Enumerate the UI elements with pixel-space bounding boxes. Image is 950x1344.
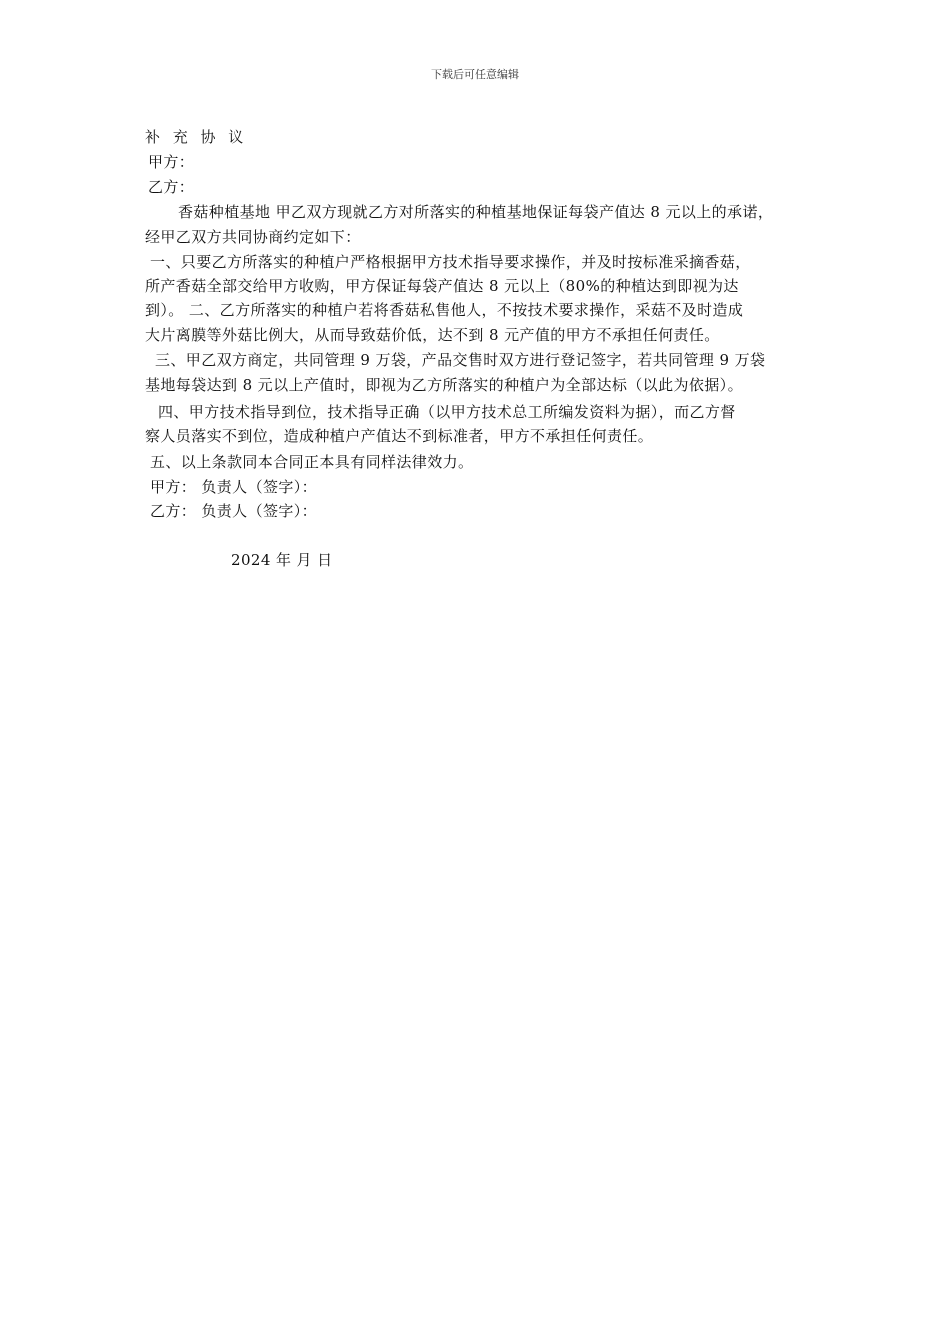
clause-5-line: 五、以上条款同本合同正本具有同样法律效力。	[150, 453, 474, 471]
party-b-line: 乙方：	[148, 178, 195, 196]
signature-party-b: 乙方： 负责人（签字）：	[150, 502, 318, 520]
clause-1-line-1: 一、只要乙方所落实的种植户严格根据甲方技术指导要求操作，并及时按标准采摘香菇，	[150, 253, 751, 271]
party-a-line: 甲方：	[148, 153, 195, 171]
clause-1-line-2: 所产香菇全部交给甲方收购，甲方保证每袋产值达 8 元以上（80%的种植达到即视为达	[145, 277, 739, 295]
intro-line-2: 经甲乙双方共同协商约定如下：	[145, 228, 361, 246]
clause-3-line-1: 三、甲乙双方商定，共同管理 9 万袋，产品交售时双方进行登记签字，若共同管理 9 万袋	[155, 351, 766, 369]
signing-date: 2024 年 月 日	[231, 551, 333, 569]
clause-3-line-2: 基地每袋达到 8 元以上产值时，即视为乙方所落实的种植户为全部达标（以此为依据）。	[145, 376, 743, 394]
signature-party-a: 甲方： 负责人（签字）：	[150, 478, 318, 496]
clause-4-line-2: 察人员落实不到位，造成种植户产值达不到标准者，甲方不承担任何责任。	[145, 427, 654, 445]
intro-line-1: 香菇种植基地 甲乙双方现就乙方对所落实的种植基地保证每袋产值达 8 元以上的承诺，	[178, 203, 774, 221]
document-title: 补 充 协 议	[145, 128, 248, 146]
clause-2-line-2: 大片离膜等外菇比例大，从而导致菇价低，达不到 8 元产值的甲方不承担任何责任。	[145, 326, 720, 344]
clause-1-line-3: 到）。 二、乙方所落实的种植户若将香菇私售他人，不按技术要求操作，采菇不及时造成	[145, 301, 744, 319]
clause-4-line-1: 四、甲方技术指导到位，技术指导正确（以甲方技术总工所编发资料为据），而乙方督	[158, 403, 736, 421]
header-note: 下载后可任意编辑	[431, 68, 519, 81]
